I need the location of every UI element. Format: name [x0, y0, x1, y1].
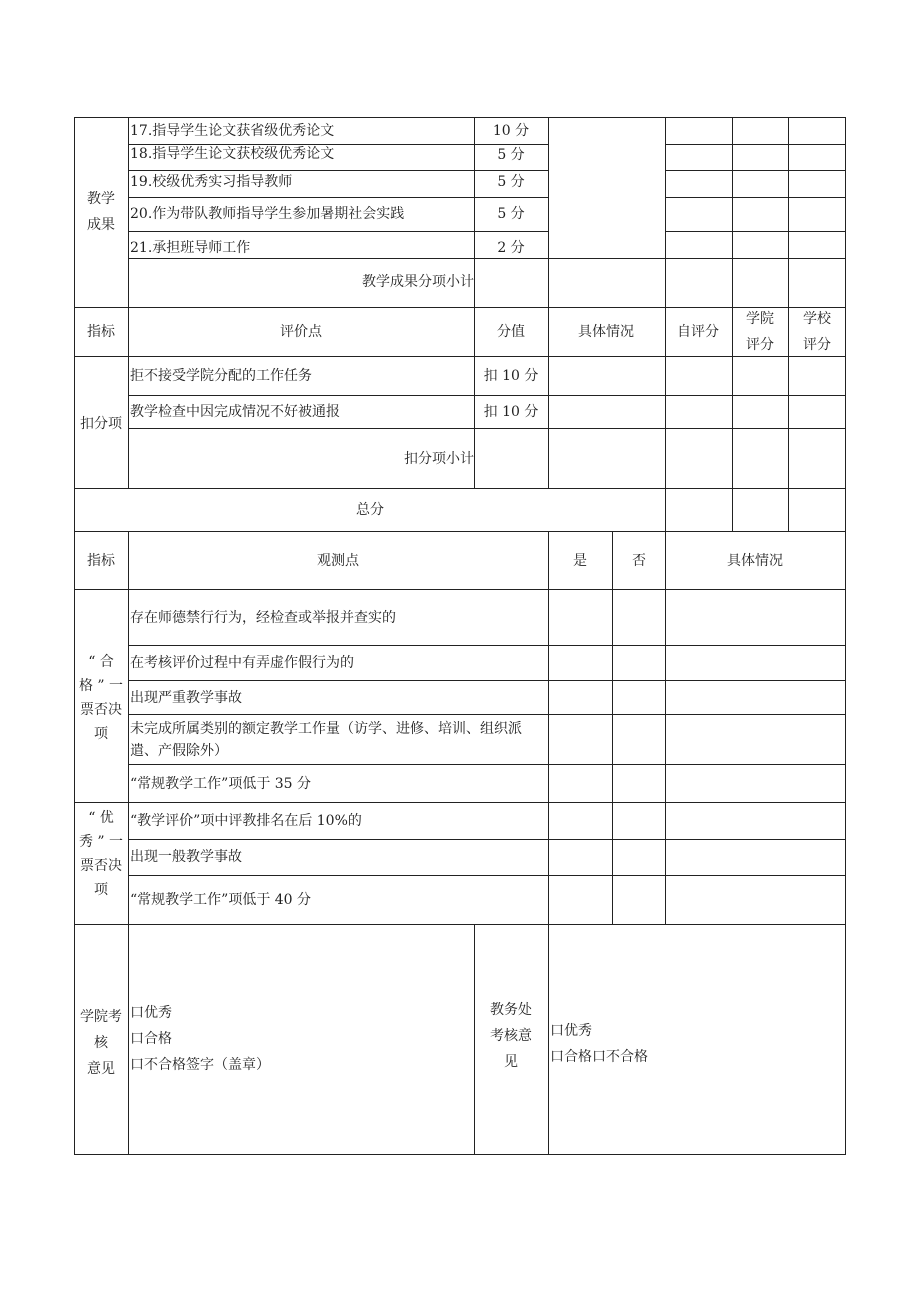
header-indicator: 指标 [87, 324, 115, 340]
deduction-score-2: 扣 10 分 [483, 404, 539, 420]
veto-excellent-item-1: “教学评价”项中评教排名在后 10%的 [130, 813, 362, 829]
office-opinion-options: 口优秀 口合格口不合格 [550, 1023, 648, 1065]
table-border-left [74, 117, 75, 1155]
teaching-score-17: 10 分 [492, 123, 530, 139]
total-score-label: 总分 [356, 502, 384, 518]
table-border-top [74, 117, 846, 118]
header-school-score: 学校 评分 [803, 311, 831, 353]
header2-no: 否 [632, 553, 646, 569]
table-border-right [845, 117, 846, 1155]
teaching-item-20: 20.作为带队教师指导学生参加暑期社会实践 [130, 206, 405, 222]
veto-pass-item-1: 存在师德禁行行为，经检查或举报并查实的 [130, 610, 396, 626]
college-opinion-options: 口优秀 口合格 口不合格签字（盖章） [130, 1005, 270, 1073]
header2-observation-point: 观测点 [317, 553, 359, 569]
teaching-subtotal-label: 教学成果分项小计 [362, 274, 474, 290]
header-evaluation-point: 评价点 [280, 324, 322, 340]
teaching-item-21: 21.承担班导师工作 [130, 240, 251, 256]
category-deductions: 扣分项 [80, 416, 122, 432]
teaching-item-19: 19.校级优秀实习指导教师 [130, 174, 293, 190]
header2-details: 具体情况 [727, 553, 783, 569]
deduction-subtotal-label: 扣分项小计 [404, 451, 474, 467]
category-teaching-results: 教学 成果 [87, 191, 115, 233]
header-score-value: 分值 [497, 324, 525, 340]
deduction-item-1: 拒不接受学院分配的工作任务 [130, 368, 312, 384]
header-details: 具体情况 [578, 324, 634, 340]
veto-pass-item-4: 未完成所属类别的额定教学工作量（访学、进修、培训、组织派遣、产假除外） [130, 721, 522, 759]
veto-excellent-item-2: 出现一般教学事故 [130, 849, 242, 865]
teaching-score-21: 2 分 [497, 240, 525, 256]
deduction-score-1: 扣 10 分 [483, 368, 539, 384]
header-self-score: 自评分 [677, 324, 719, 340]
veto-pass-item-5: “常规教学工作”项低于 35 分 [130, 776, 312, 792]
teaching-item-18: 18.指导学生论文获校级优秀论文 [130, 146, 335, 162]
category-veto-pass: “ 合 格 ” 一 票否决 项 [78, 654, 124, 742]
teaching-item-17: 17.指导学生论文获省级优秀论文 [130, 123, 335, 139]
header-college-score: 学院 评分 [746, 311, 774, 353]
teaching-score-19: 5 分 [497, 174, 525, 190]
header2-indicator: 指标 [87, 553, 115, 569]
college-opinion-label: 学院考 核 意见 [80, 1009, 122, 1077]
office-opinion-label: 教务处 考核意 见 [490, 1002, 532, 1070]
table-border-bottom [74, 1154, 846, 1155]
veto-pass-item-2: 在考核评价过程中有弄虚作假行为的 [130, 655, 354, 671]
veto-pass-item-3: 出现严重教学事故 [130, 690, 242, 706]
deduction-item-2: 教学检查中因完成情况不好被通报 [130, 404, 340, 420]
teaching-score-18: 5 分 [497, 147, 525, 163]
teaching-score-20: 5 分 [497, 206, 525, 222]
category-veto-excellent: “ 优 秀 ” 一 票否决 项 [78, 810, 124, 898]
veto-excellent-item-3: “常规教学工作”项低于 40 分 [130, 892, 312, 908]
header2-yes: 是 [573, 553, 587, 569]
